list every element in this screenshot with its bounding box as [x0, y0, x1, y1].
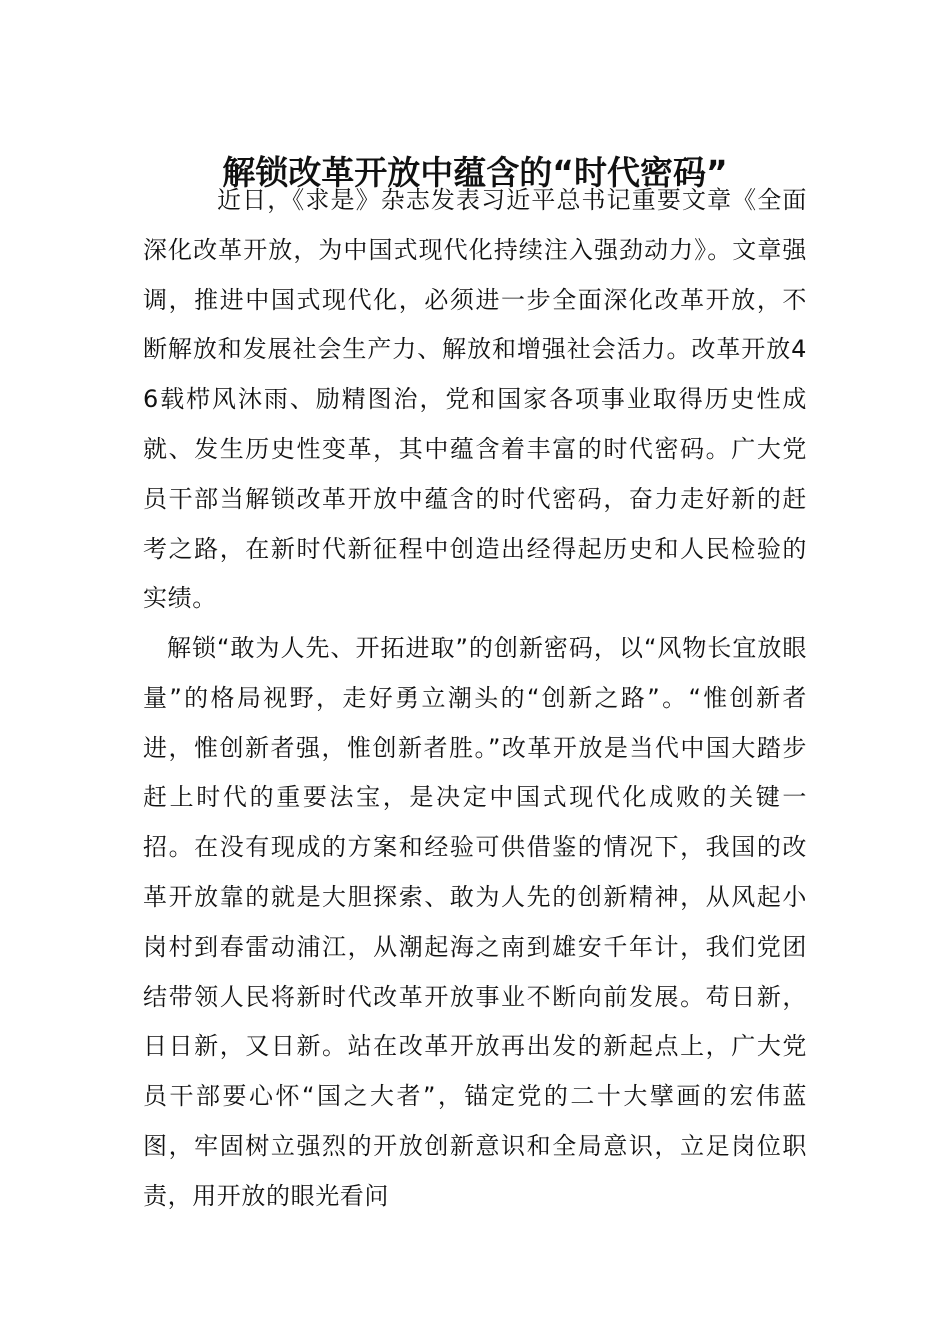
paragraph-innovation: 解锁“敢为人先、开拓进取”的创新密码，以“风物长宜放眼量”的格局视野，走好勇立潮头的“创新之路”。“惟创新者进，惟创新者强，惟创新者胜。”改革开放是当代中国大踏步赶上时代的重要法宝，是决定中国式现代化成败的关键一招。在没有现成的方案和经验可供借鉴的情况下，我国的改革开放靠的就是大胆探索、敢为人先的创新精神，从风起小岗村到春雷动浦江，从潮起海之南到雄安千年计，我们党团结带领人民将新时代改革开放事业不断向前发展。苟日新，日日新，又日新。站在改革开放再出发的新起点上，广大党员干部要心怀“国之大者”，锚定党的二十大擘画的宏伟蓝图，牢固树立强烈的开放创新意识和全局意识，立足岗位职责，用开放的眼光看问	[143, 634, 807, 1210]
document-title: 解锁改革开放中蕴含的“时代密码”	[222, 153, 728, 193]
paragraph-intro: 近日，《求是》杂志发表习近平总书记重要文章《全面深化改革开放，为中国式现代化持续注入强劲动力》。文章强调，推进中国式现代化，必须进一步全面深化改革开放，不断解放和发展社会生产力、解放和增强社会活力。改革开放46载栉风沐雨、励精图治，党和国家各项事业取得历史性成就、发生历史性变革，其中蕴含着丰富的时代密码。广大党员干部当解锁改革开放中蕴含的时代密码，奋力走好新的赶考之路，在新时代新征程中创造出经得起历史和人民检验的实绩。	[143, 186, 807, 613]
